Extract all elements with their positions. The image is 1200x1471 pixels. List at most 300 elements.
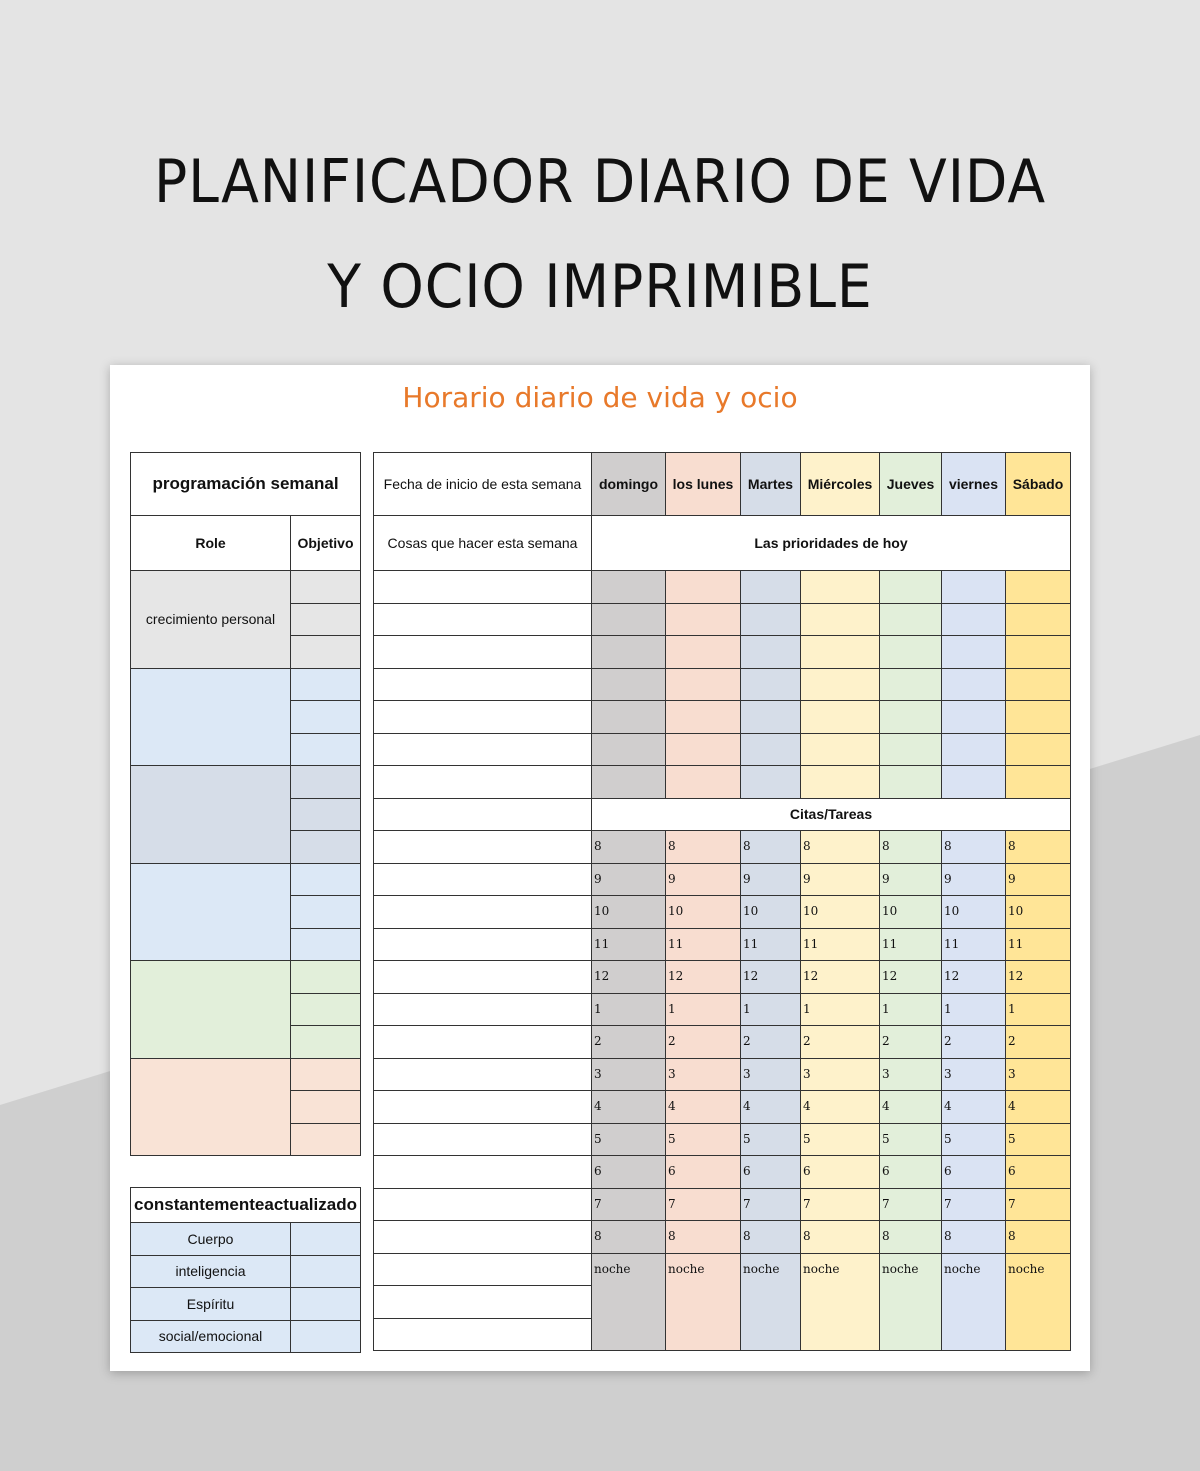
objective-cell[interactable] bbox=[290, 1123, 361, 1157]
hour-slot[interactable] bbox=[665, 1025, 741, 1059]
hour-slot[interactable] bbox=[665, 1155, 741, 1189]
hour-slot[interactable] bbox=[591, 1155, 666, 1189]
hour-label: 2 bbox=[743, 1034, 751, 1048]
hour-label: 8 bbox=[668, 839, 676, 853]
role-header-label: Role bbox=[195, 534, 226, 551]
priority-cell[interactable] bbox=[800, 765, 880, 799]
objective-header bbox=[290, 515, 361, 571]
hour-label: 9 bbox=[743, 871, 751, 886]
hour-label: 6 bbox=[1008, 1164, 1016, 1178]
todo-row[interactable] bbox=[373, 1123, 592, 1157]
hour-slot[interactable] bbox=[740, 1123, 801, 1157]
priority-cell[interactable] bbox=[879, 765, 942, 799]
hour-slot[interactable] bbox=[665, 1220, 741, 1254]
priorities-header-label: Las prioridades de hoy bbox=[754, 534, 908, 551]
priority-cell[interactable] bbox=[879, 668, 942, 702]
hour-label: 2 bbox=[944, 1034, 952, 1048]
hour-label: 1 bbox=[1008, 1001, 1016, 1016]
hour-label: 1 bbox=[944, 1001, 952, 1016]
hour-label: noche bbox=[803, 1261, 840, 1276]
objective-cell[interactable] bbox=[290, 733, 361, 767]
hour-slot[interactable] bbox=[800, 1253, 880, 1352]
hour-slot[interactable] bbox=[591, 830, 666, 864]
objective-cell[interactable] bbox=[290, 1025, 361, 1059]
update-value[interactable] bbox=[290, 1255, 361, 1289]
objective-cell[interactable] bbox=[290, 895, 361, 929]
hour-label: 3 bbox=[1008, 1066, 1016, 1081]
todo-row[interactable] bbox=[373, 765, 592, 799]
priority-cell[interactable] bbox=[740, 603, 801, 637]
hour-label: noche bbox=[1008, 1261, 1045, 1276]
hour-label: 2 bbox=[668, 1034, 676, 1048]
hour-slot[interactable] bbox=[800, 1220, 880, 1254]
priority-cell[interactable] bbox=[800, 668, 880, 702]
priorities-header bbox=[591, 515, 1071, 571]
hour-label: 1 bbox=[882, 1001, 890, 1016]
objective-header-label: Objetivo bbox=[297, 534, 354, 551]
hour-label: 4 bbox=[743, 1099, 751, 1113]
hour-slot[interactable] bbox=[941, 1058, 1006, 1092]
hour-slot[interactable] bbox=[879, 1123, 942, 1157]
hour-slot[interactable] bbox=[941, 1025, 1006, 1059]
hour-label: 8 bbox=[1008, 839, 1016, 853]
hour-slot[interactable] bbox=[879, 1025, 942, 1059]
hour-slot[interactable] bbox=[1005, 960, 1071, 994]
sheet-title: Horario diario de vida y ocio bbox=[402, 381, 798, 414]
hour-slot[interactable] bbox=[800, 1025, 880, 1059]
priority-cell[interactable] bbox=[941, 603, 1006, 637]
role-cell[interactable] bbox=[130, 570, 291, 669]
hour-slot[interactable] bbox=[1005, 1155, 1071, 1189]
hour-label: 8 bbox=[882, 839, 890, 853]
priority-cell[interactable] bbox=[941, 700, 1006, 734]
hour-slot[interactable] bbox=[800, 863, 880, 897]
priority-cell[interactable] bbox=[665, 700, 741, 734]
poster-title-line2: Y OCIO IMPRIMIBLE bbox=[327, 252, 873, 322]
priority-cell[interactable] bbox=[665, 733, 741, 767]
hour-slot[interactable] bbox=[800, 1155, 880, 1189]
hour-slot[interactable] bbox=[665, 1090, 741, 1124]
priority-cell[interactable] bbox=[941, 570, 1006, 604]
hour-slot[interactable] bbox=[740, 960, 801, 994]
objective-cell[interactable] bbox=[290, 830, 361, 864]
priority-cell[interactable] bbox=[879, 635, 942, 669]
priority-cell[interactable] bbox=[591, 765, 666, 799]
appointments-header bbox=[591, 798, 1071, 832]
priority-cell[interactable] bbox=[591, 603, 666, 637]
todo-row[interactable] bbox=[373, 895, 592, 929]
priority-cell[interactable] bbox=[591, 570, 666, 604]
hour-slot[interactable] bbox=[941, 895, 1006, 929]
hour-slot[interactable] bbox=[740, 1188, 801, 1222]
objective-cell[interactable] bbox=[290, 928, 361, 962]
hour-label: 6 bbox=[944, 1164, 952, 1178]
hour-slot[interactable] bbox=[1005, 1058, 1071, 1092]
hour-label: 11 bbox=[803, 936, 819, 951]
hour-label: 2 bbox=[594, 1034, 602, 1048]
objective-cell[interactable] bbox=[290, 1090, 361, 1124]
hour-label: 4 bbox=[803, 1099, 811, 1113]
hour-slot[interactable] bbox=[665, 830, 741, 864]
priority-cell[interactable] bbox=[740, 733, 801, 767]
hour-slot[interactable] bbox=[1005, 1090, 1071, 1124]
hour-slot[interactable] bbox=[1005, 1253, 1071, 1352]
hour-slot[interactable] bbox=[740, 1090, 801, 1124]
hour-slot[interactable] bbox=[1005, 863, 1071, 897]
hour-label: 2 bbox=[882, 1034, 890, 1048]
hour-label: 6 bbox=[882, 1164, 890, 1178]
hour-label: 3 bbox=[882, 1066, 890, 1081]
hour-label: 12 bbox=[594, 969, 610, 983]
update-item bbox=[130, 1222, 291, 1256]
day-header bbox=[879, 452, 942, 516]
hour-label: 5 bbox=[594, 1131, 602, 1146]
hour-slot[interactable] bbox=[665, 1253, 741, 1352]
hour-slot[interactable] bbox=[941, 1253, 1006, 1352]
hour-slot[interactable] bbox=[1005, 1025, 1071, 1059]
day-header bbox=[941, 452, 1006, 516]
hour-slot[interactable] bbox=[941, 863, 1006, 897]
hour-label: 5 bbox=[803, 1131, 811, 1146]
hour-slot[interactable] bbox=[740, 863, 801, 897]
hour-slot[interactable] bbox=[941, 928, 1006, 962]
hour-label: 3 bbox=[668, 1066, 676, 1081]
hour-slot[interactable] bbox=[941, 1123, 1006, 1157]
priority-cell[interactable] bbox=[1005, 603, 1071, 637]
todo-row[interactable] bbox=[373, 993, 592, 1027]
hour-label: 3 bbox=[743, 1066, 751, 1081]
hour-label: 9 bbox=[882, 871, 890, 886]
hour-label: 6 bbox=[668, 1164, 676, 1178]
priority-cell[interactable] bbox=[879, 570, 942, 604]
hour-slot[interactable] bbox=[879, 895, 942, 929]
day-header-label: viernes bbox=[948, 475, 999, 492]
update-header bbox=[130, 1187, 361, 1223]
hour-label: 7 bbox=[803, 1196, 811, 1211]
priority-cell[interactable] bbox=[941, 668, 1006, 702]
hour-label: 8 bbox=[668, 1229, 676, 1243]
priority-cell[interactable] bbox=[879, 603, 942, 637]
priority-cell[interactable] bbox=[941, 635, 1006, 669]
hour-slot[interactable] bbox=[879, 863, 942, 897]
hour-slot[interactable] bbox=[740, 895, 801, 929]
start-date-label[interactable] bbox=[373, 452, 592, 516]
todo-row[interactable] bbox=[373, 1318, 592, 1352]
priority-cell[interactable] bbox=[740, 700, 801, 734]
priority-cell[interactable] bbox=[591, 733, 666, 767]
hour-slot[interactable] bbox=[665, 1058, 741, 1092]
hour-slot[interactable] bbox=[740, 1253, 801, 1352]
priority-cell[interactable] bbox=[1005, 733, 1071, 767]
hour-slot[interactable] bbox=[879, 960, 942, 994]
hour-slot[interactable] bbox=[800, 830, 880, 864]
hour-label: 5 bbox=[1008, 1131, 1016, 1146]
priority-cell[interactable] bbox=[1005, 635, 1071, 669]
day-header bbox=[800, 452, 880, 516]
priority-cell[interactable] bbox=[665, 765, 741, 799]
todo-row[interactable] bbox=[373, 733, 592, 767]
objective-cell[interactable] bbox=[290, 765, 361, 799]
hour-label: 1 bbox=[594, 1001, 602, 1016]
hour-slot[interactable] bbox=[1005, 928, 1071, 962]
hour-slot[interactable] bbox=[740, 1058, 801, 1092]
hour-label: 4 bbox=[668, 1099, 676, 1113]
hour-slot[interactable] bbox=[591, 1220, 666, 1254]
role-cell[interactable] bbox=[130, 1058, 291, 1157]
hour-slot[interactable] bbox=[879, 1155, 942, 1189]
hour-slot[interactable] bbox=[879, 1188, 942, 1222]
update-item bbox=[130, 1255, 291, 1289]
hour-slot[interactable] bbox=[800, 1058, 880, 1092]
hour-slot[interactable] bbox=[941, 1090, 1006, 1124]
priority-cell[interactable] bbox=[1005, 570, 1071, 604]
priority-cell[interactable] bbox=[665, 635, 741, 669]
hour-slot[interactable] bbox=[591, 960, 666, 994]
hour-slot[interactable] bbox=[740, 993, 801, 1027]
priority-cell[interactable] bbox=[800, 733, 880, 767]
hour-slot[interactable] bbox=[879, 1220, 942, 1254]
hour-slot[interactable] bbox=[665, 993, 741, 1027]
hour-label: 8 bbox=[803, 839, 811, 853]
hour-slot[interactable] bbox=[879, 1253, 942, 1352]
priority-cell[interactable] bbox=[591, 700, 666, 734]
priority-cell[interactable] bbox=[800, 635, 880, 669]
hour-slot[interactable] bbox=[879, 1090, 942, 1124]
hour-label: 10 bbox=[594, 904, 610, 918]
start-date-label-label: Fecha de inicio de esta semana bbox=[383, 475, 582, 492]
hour-slot[interactable] bbox=[879, 830, 942, 864]
hour-label: 8 bbox=[1008, 1229, 1016, 1243]
hour-label: 6 bbox=[743, 1164, 751, 1178]
role-cell[interactable] bbox=[130, 863, 291, 962]
objective-cell[interactable] bbox=[290, 993, 361, 1027]
hour-slot[interactable] bbox=[665, 960, 741, 994]
priority-cell[interactable] bbox=[591, 668, 666, 702]
hour-label: 7 bbox=[668, 1196, 676, 1211]
hour-slot[interactable] bbox=[740, 1155, 801, 1189]
hour-slot[interactable] bbox=[879, 993, 942, 1027]
todo-row[interactable] bbox=[373, 1188, 592, 1222]
hour-slot[interactable] bbox=[1005, 1220, 1071, 1254]
hour-slot[interactable] bbox=[740, 1025, 801, 1059]
priority-cell[interactable] bbox=[740, 635, 801, 669]
todo-row[interactable] bbox=[373, 1253, 592, 1287]
priority-cell[interactable] bbox=[879, 733, 942, 767]
priority-cell[interactable] bbox=[740, 668, 801, 702]
hour-slot[interactable] bbox=[665, 895, 741, 929]
todo-row[interactable] bbox=[373, 863, 592, 897]
update-item bbox=[130, 1287, 291, 1321]
hour-label: 5 bbox=[882, 1131, 890, 1146]
hour-label: 9 bbox=[668, 871, 676, 886]
hour-label: 10 bbox=[944, 904, 960, 918]
hour-slot[interactable] bbox=[591, 1253, 666, 1352]
todo-row[interactable] bbox=[373, 928, 592, 962]
todo-row[interactable] bbox=[373, 570, 592, 604]
hour-slot[interactable] bbox=[800, 895, 880, 929]
hour-label: 12 bbox=[803, 969, 819, 983]
priority-cell[interactable] bbox=[665, 603, 741, 637]
hour-slot[interactable] bbox=[591, 928, 666, 962]
hour-label: noche bbox=[594, 1261, 631, 1276]
hour-slot[interactable] bbox=[800, 1188, 880, 1222]
priority-cell[interactable] bbox=[665, 570, 741, 604]
hour-label: noche bbox=[743, 1261, 780, 1276]
todo-row[interactable] bbox=[373, 798, 592, 832]
hour-slot[interactable] bbox=[740, 928, 801, 962]
hour-slot[interactable] bbox=[1005, 1123, 1071, 1157]
todo-row[interactable] bbox=[373, 830, 592, 864]
hour-slot[interactable] bbox=[740, 1220, 801, 1254]
hour-slot[interactable] bbox=[800, 993, 880, 1027]
hour-label: 10 bbox=[743, 904, 759, 918]
todo-row[interactable] bbox=[373, 1285, 592, 1319]
hour-label: 7 bbox=[882, 1196, 890, 1211]
objective-cell[interactable] bbox=[290, 570, 361, 604]
role-cell[interactable] bbox=[130, 668, 291, 767]
hour-label: 1 bbox=[743, 1001, 751, 1016]
todo-row[interactable] bbox=[373, 960, 592, 994]
hour-slot[interactable] bbox=[941, 960, 1006, 994]
objective-cell[interactable] bbox=[290, 635, 361, 669]
priority-cell[interactable] bbox=[941, 765, 1006, 799]
hour-slot[interactable] bbox=[591, 1025, 666, 1059]
hour-label: 10 bbox=[668, 904, 684, 918]
todo-row[interactable] bbox=[373, 603, 592, 637]
todo-row[interactable] bbox=[373, 700, 592, 734]
todo-row[interactable] bbox=[373, 635, 592, 669]
appointments-header-label: Citas/Tareas bbox=[789, 806, 873, 823]
hour-label: 7 bbox=[594, 1196, 602, 1211]
planner-sheet bbox=[110, 365, 1090, 1371]
hour-slot[interactable] bbox=[941, 830, 1006, 864]
todo-row[interactable] bbox=[373, 1220, 592, 1254]
update-item bbox=[130, 1320, 291, 1354]
priority-cell[interactable] bbox=[800, 570, 880, 604]
priority-cell[interactable] bbox=[879, 700, 942, 734]
hour-slot[interactable] bbox=[941, 993, 1006, 1027]
hour-label: 3 bbox=[803, 1066, 811, 1081]
hour-label: noche bbox=[882, 1261, 919, 1276]
hour-slot[interactable] bbox=[591, 1058, 666, 1092]
hour-slot[interactable] bbox=[879, 1058, 942, 1092]
priority-cell[interactable] bbox=[941, 733, 1006, 767]
todo-row[interactable] bbox=[373, 1025, 592, 1059]
hour-label: 4 bbox=[594, 1099, 602, 1113]
priority-cell[interactable] bbox=[800, 603, 880, 637]
hour-label: 5 bbox=[743, 1131, 751, 1146]
priority-cell[interactable] bbox=[1005, 668, 1071, 702]
priority-cell[interactable] bbox=[740, 765, 801, 799]
hour-slot[interactable] bbox=[941, 1155, 1006, 1189]
role-cell[interactable] bbox=[130, 960, 291, 1059]
hour-label: 9 bbox=[944, 871, 952, 886]
hour-label: 8 bbox=[743, 839, 751, 853]
hour-slot[interactable] bbox=[800, 1090, 880, 1124]
objective-cell[interactable] bbox=[290, 863, 361, 897]
hour-label: 6 bbox=[594, 1164, 602, 1178]
hour-label: 9 bbox=[803, 871, 811, 886]
hour-label: 6 bbox=[803, 1164, 811, 1178]
hour-label: 4 bbox=[1008, 1099, 1016, 1113]
hour-slot[interactable] bbox=[941, 1220, 1006, 1254]
hour-label: 12 bbox=[668, 969, 684, 983]
priority-cell[interactable] bbox=[800, 700, 880, 734]
hour-slot[interactable] bbox=[591, 1188, 666, 1222]
todo-row[interactable] bbox=[373, 1058, 592, 1092]
hour-label: noche bbox=[944, 1261, 981, 1276]
update-value[interactable] bbox=[290, 1222, 361, 1256]
role-header bbox=[130, 515, 291, 571]
hour-label: 7 bbox=[944, 1196, 952, 1211]
objective-cell[interactable] bbox=[290, 798, 361, 832]
objective-cell[interactable] bbox=[290, 603, 361, 637]
hour-label: 1 bbox=[803, 1001, 811, 1016]
hour-slot[interactable] bbox=[879, 928, 942, 962]
objective-cell[interactable] bbox=[290, 700, 361, 734]
update-item-label: Espíritu bbox=[186, 1295, 235, 1312]
hour-slot[interactable] bbox=[665, 928, 741, 962]
objective-cell[interactable] bbox=[290, 1058, 361, 1092]
objective-cell[interactable] bbox=[290, 960, 361, 994]
hour-slot[interactable] bbox=[800, 1123, 880, 1157]
hour-slot[interactable] bbox=[1005, 830, 1071, 864]
hour-label: 11 bbox=[668, 936, 684, 951]
todo-row[interactable] bbox=[373, 668, 592, 702]
priority-cell[interactable] bbox=[591, 635, 666, 669]
hour-label: 10 bbox=[1008, 904, 1024, 918]
hour-label: 12 bbox=[1008, 969, 1024, 983]
hour-slot[interactable] bbox=[591, 1123, 666, 1157]
update-value[interactable] bbox=[290, 1287, 361, 1321]
hour-slot[interactable] bbox=[591, 993, 666, 1027]
objective-cell[interactable] bbox=[290, 668, 361, 702]
hour-slot[interactable] bbox=[665, 1123, 741, 1157]
hour-label: 11 bbox=[944, 936, 960, 951]
hour-label: 8 bbox=[944, 1229, 952, 1243]
hour-label: 2 bbox=[803, 1034, 811, 1048]
hour-slot[interactable] bbox=[665, 863, 741, 897]
todo-row[interactable] bbox=[373, 1155, 592, 1189]
hour-slot[interactable] bbox=[591, 1090, 666, 1124]
role-cell[interactable] bbox=[130, 765, 291, 864]
todo-row[interactable] bbox=[373, 1090, 592, 1124]
day-header-label: domingo bbox=[598, 475, 659, 492]
priority-cell[interactable] bbox=[740, 570, 801, 604]
priority-cell[interactable] bbox=[1005, 765, 1071, 799]
weekly-header-label: programación semanal bbox=[152, 473, 339, 493]
hour-label: 8 bbox=[944, 839, 952, 853]
hour-slot[interactable] bbox=[665, 1188, 741, 1222]
hour-slot[interactable] bbox=[1005, 993, 1071, 1027]
priority-cell[interactable] bbox=[1005, 700, 1071, 734]
hour-slot[interactable] bbox=[740, 830, 801, 864]
hour-label: 8 bbox=[882, 1229, 890, 1243]
hour-slot[interactable] bbox=[1005, 895, 1071, 929]
priority-cell[interactable] bbox=[665, 668, 741, 702]
hour-slot[interactable] bbox=[800, 928, 880, 962]
day-header-label: Martes bbox=[747, 475, 794, 492]
day-header bbox=[665, 452, 741, 516]
hour-slot[interactable] bbox=[800, 960, 880, 994]
hour-slot[interactable] bbox=[591, 863, 666, 897]
day-header bbox=[591, 452, 666, 516]
update-value[interactable] bbox=[290, 1320, 361, 1354]
hour-slot[interactable] bbox=[941, 1188, 1006, 1222]
hour-slot[interactable] bbox=[591, 895, 666, 929]
role-cell-label: crecimiento personal bbox=[145, 611, 276, 628]
hour-slot[interactable] bbox=[1005, 1188, 1071, 1222]
